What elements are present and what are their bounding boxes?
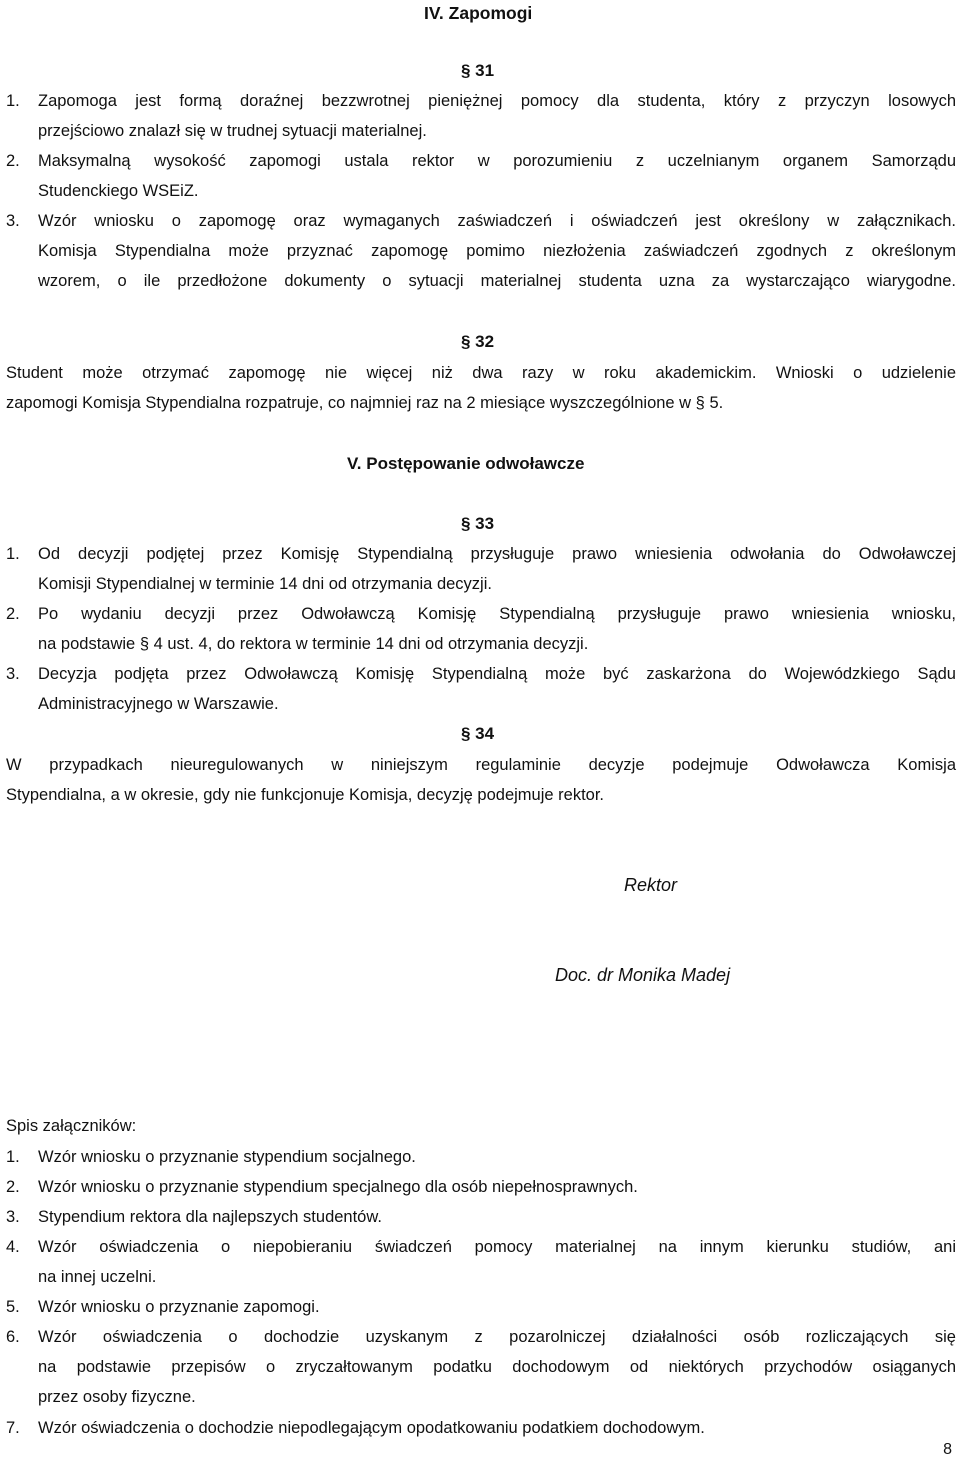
attachment-3-text: Stypendium rektora dla najlepszych studentów. [38, 1208, 382, 1226]
s33-p2-line1: Po wydaniu decyzji przez Odwoławczą Komisję Stypendialną przysługuje prawo wniesienia wniosku, [38, 605, 956, 623]
attachment-4-number: 4. [6, 1238, 20, 1256]
attachment-1-text: Wzór wniosku o przyznanie stypendium socjalnego. [38, 1148, 416, 1166]
chapter-title-5: V. Postępowanie odwoławcze [347, 454, 585, 473]
attachment-2-text: Wzór wniosku o przyznanie stypendium specjalnego dla osób niepełnosprawnych. [38, 1178, 638, 1196]
attachment-4-line2: na innej uczelni. [38, 1268, 157, 1286]
s31-p2-line1: Maksymalną wysokość zapomogi ustala rektor w porozumieniu z uczelnianym organem Samorządu [38, 152, 956, 170]
s34-line1: W przypadkach nieuregulowanych w niniejszym regulaminie decyzje podejmuje Odwoławcza Komisja [6, 756, 956, 774]
s32-line1: Student może otrzymać zapomogę nie więcej niż dwa razy w roku akademickim. Wnioski o udzielenie [6, 364, 956, 382]
s33-p1-line2: Komisji Stypendialnej w terminie 14 dni od otrzymania decyzji. [38, 575, 492, 593]
attachments-heading: Spis załączników: [6, 1117, 137, 1135]
s31-p1-line2: przejściowo znalazł się w trudnej sytuacji materialnej. [38, 122, 427, 140]
section-32-label: § 32 [461, 332, 495, 351]
s32-line2: zapomogi Komisja Stypendialna rozpatruje, co najmniej raz na 2 miesiące wyszczególnione w § 5. [6, 394, 724, 412]
attachment-7-number: 7. [6, 1419, 20, 1437]
section-31-label: § 31 [461, 61, 495, 80]
attachment-6-line3: przez osoby fizyczne. [38, 1388, 196, 1406]
s33-p3-number: 3. [6, 665, 20, 683]
page-number: 8 [943, 1441, 952, 1458]
s33-p2-number: 2. [6, 605, 20, 623]
attachment-4-line1: Wzór oświadczenia o niepobieraniu świadczeń pomocy materialnej na innym kierunku studiów, ani [38, 1238, 956, 1256]
s33-p1-number: 1. [6, 545, 20, 563]
signature-name: Doc. dr Monika Madej [555, 965, 731, 985]
attachment-1-number: 1. [6, 1148, 20, 1166]
s33-p1-line1: Od decyzji podjętej przez Komisję Stypendialną przysługuje prawo wniesienia odwołania do Odwoławczej [38, 545, 956, 563]
s31-p2-line2: Studenckiego WSEiZ. [38, 182, 199, 200]
attachment-5-text: Wzór wniosku o przyznanie zapomogi. [38, 1298, 320, 1316]
attachment-6-line1: Wzór oświadczenia o dochodzie uzyskanym z pozarolniczej działalności osób rozliczających się [38, 1328, 956, 1346]
s31-p3-number: 3. [6, 212, 20, 230]
s34-line2: Stypendialna, a w okresie, gdy nie funkcjonuje Komisja, decyzję podejmuje rektor. [6, 786, 604, 804]
s33-p2-line2: na podstawie § 4 ust. 4, do rektora w terminie 14 dni od otrzymania decyzji. [38, 635, 589, 653]
s31-p3-line3: wzorem, o ile przedłożone dokumenty o sytuacji materialnej studenta uzna za wystarczająco wiarygodne. [38, 272, 956, 290]
attachment-3-number: 3. [6, 1208, 20, 1226]
attachment-5-number: 5. [6, 1298, 20, 1316]
attachment-6-line2: na podstawie przepisów o zryczałtowanym podatku dochodowym od niektórych przychodów osiąganych [38, 1358, 956, 1376]
s33-p3-line1: Decyzja podjęta przez Odwoławczą Komisję Stypendialną może być zaskarżona do Wojewódzkiego Sądu [38, 665, 956, 683]
s33-p3-line2: Administracyjnego w Warszawie. [38, 695, 279, 713]
attachment-7-text: Wzór oświadczenia o dochodzie niepodlegającym opodatkowaniu podatkiem dochodowym. [38, 1419, 705, 1437]
section-33-label: § 33 [461, 514, 495, 533]
attachment-2-number: 2. [6, 1178, 20, 1196]
attachment-6-number: 6. [6, 1328, 20, 1346]
s31-p2-number: 2. [6, 152, 20, 170]
section-34-label: § 34 [461, 724, 495, 743]
s31-p1-number: 1. [6, 92, 20, 110]
s31-p3-line2: Komisja Stypendialna może przyznać zapomogę pomimo niezłożenia zaświadczeń zgodnych z określonym [38, 242, 956, 260]
chapter-title-4: IV. Zapomogi [424, 3, 533, 23]
s31-p3-line1: Wzór wniosku o zapomogę oraz wymaganych zaświadczeń i oświadczeń jest określony w załącznikach. [38, 212, 956, 230]
s31-p1-line1: Zapomoga jest formą doraźnej bezzwrotnej pieniężnej pomocy dla studenta, który z przyczyn losowych [38, 92, 956, 110]
signature-role: Rektor [624, 875, 678, 895]
